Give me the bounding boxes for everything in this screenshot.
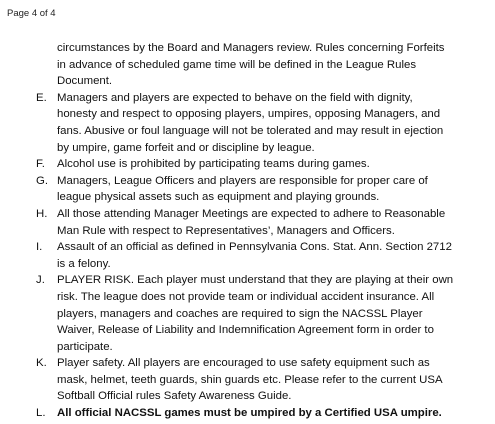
rule-text: Managers, League Officers and players are responsible for proper care of league physical assets such as equipment and playing grounds. bbox=[57, 174, 428, 204]
rule-item-i bbox=[0, 239, 495, 272]
rule-item-l bbox=[0, 405, 495, 422]
list-marker: F. bbox=[36, 158, 45, 171]
list-marker: H. bbox=[36, 207, 48, 220]
list-marker: G. bbox=[36, 174, 49, 187]
list-marker: L. bbox=[36, 407, 46, 420]
rule-text: Alcohol use is prohibited by participating teams during games. bbox=[57, 158, 370, 171]
rule-text: Assault of an official as defined in Pennsylvania Cons. Stat. Ann. Section 2712 is a felony. bbox=[57, 241, 452, 270]
list-marker: K. bbox=[36, 357, 47, 370]
list-marker: J. bbox=[36, 274, 45, 287]
rule-item-g bbox=[0, 173, 495, 206]
list-marker: I. bbox=[36, 241, 43, 254]
rule-item-f bbox=[0, 156, 495, 173]
list-marker: E. bbox=[36, 91, 47, 104]
page-number-label: Page 4 of 4 bbox=[7, 8, 56, 19]
rule-text: All those attending Manager Meetings are expected to adhere to Reasonable Man Rule with respect to Representatives’, Managers and Officers. bbox=[57, 207, 446, 237]
document-body bbox=[0, 40, 495, 422]
rule-text: Managers and players are expected to behave on the field with dignity, honesty and respect to opposing players, umpires, opposing Managers, and fans. Abusive or foul language will not be tolerated and may result in ejection by umpire, game forfeit and or discipline by league. bbox=[57, 91, 444, 154]
rule-text: Player safety. All players are encouraged to use safety equipment such as mask, helmet, teeth guards, shin guards etc. Please refer to the current USA Softball Official rules Safety Awareness Guide. bbox=[57, 357, 442, 403]
rule-item-e bbox=[0, 90, 495, 156]
rule-item-j bbox=[0, 272, 495, 355]
rule-item-h bbox=[0, 206, 495, 239]
continuation-paragraph: circumstances by the Board and Managers review. Rules concerning Forfeits in advance of scheduled game time will be defined in the League Rules Document. bbox=[57, 42, 445, 88]
rule-item-k bbox=[0, 355, 495, 405]
rule-text: PLAYER RISK. Each player must understand that they are playing at their own risk. The league does not provide team or individual accident insurance. All players, managers and coaches are required to sign the NACSSL Player Waiver, Release of Liability and Indemnification Agreement form in order to participate. bbox=[57, 274, 454, 353]
rule-text: All official NACSSL games must be umpired by a Certified USA umpire. bbox=[57, 407, 442, 420]
